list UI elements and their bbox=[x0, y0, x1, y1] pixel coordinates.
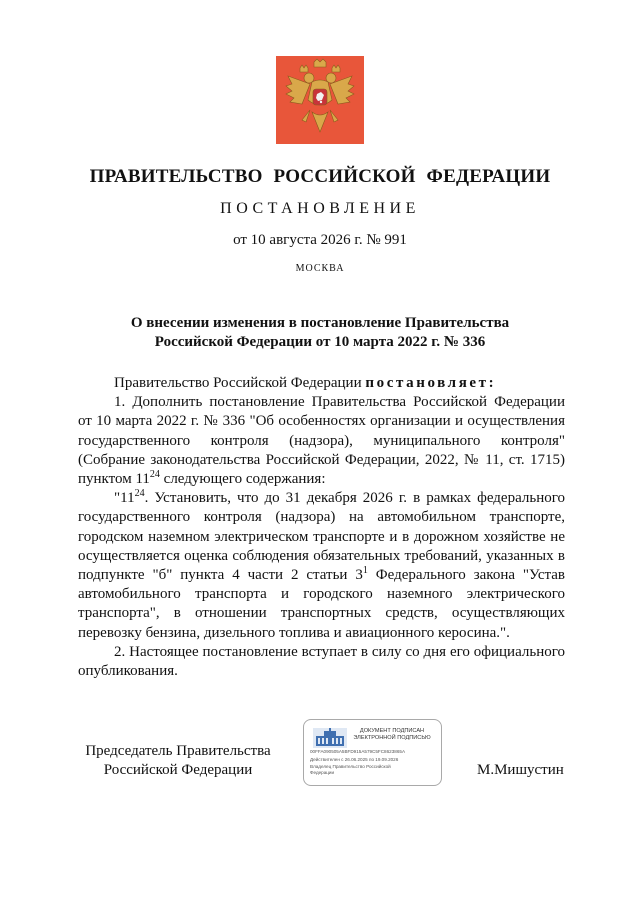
stamp-owner: Владелец Правительство Российской bbox=[310, 764, 391, 769]
quote-start: "11 bbox=[114, 490, 135, 507]
document-city: МОСКВА bbox=[295, 263, 345, 274]
preamble-lead: Правительство Российской Федерации bbox=[114, 375, 366, 391]
signatory-title bbox=[78, 742, 278, 780]
quote-paragraph bbox=[78, 489, 565, 643]
stamp-heading-line: ДОКУМЕНТ ПОДПИСАН bbox=[359, 728, 425, 734]
stamp-owner: Федерации bbox=[310, 770, 335, 775]
item-1-tail: следующего содержания: bbox=[159, 471, 326, 488]
stamp-validity: Действителен с 26.06.2025 по 19.09.2026 bbox=[310, 757, 399, 762]
subject-line: О внесении изменения в постановление Правительства bbox=[130, 315, 510, 331]
document-date-number: от 10 августа 2026 г. № 991 bbox=[233, 232, 407, 248]
item-1-sup: 24 bbox=[149, 469, 160, 481]
government-title: ПРАВИТЕЛЬСТВО РОССИЙСКОЙ ФЕДЕРАЦИИ bbox=[89, 166, 551, 187]
document-subject bbox=[90, 314, 550, 352]
preamble-paragraph bbox=[78, 374, 565, 393]
quote-end: Федерального закона "Устав автомобильного транспорта и городского наземного электрического транспорта", в отношении транспортных средств, осуществляющих перевозку бензина, дизельного топлива и авиационного керосина.". bbox=[78, 567, 565, 641]
stamp-heading bbox=[348, 728, 436, 742]
electronic-signature-stamp bbox=[303, 719, 442, 786]
russian-coat-of-arms-icon bbox=[276, 56, 364, 144]
quote-sup-2: 1 bbox=[362, 565, 368, 577]
item-2-paragraph bbox=[78, 643, 565, 681]
document-type: ПОСТАНОВЛЕНИЕ bbox=[220, 200, 420, 217]
stamp-certificate: 00FFA090505A5BFD915A579C5FC8623865A bbox=[310, 749, 406, 754]
quote-sup: 24 bbox=[134, 488, 145, 500]
document-body bbox=[78, 374, 565, 681]
item-2-text: 2. Настоящее постановление вступает в силу со дня его официального опубликования. bbox=[78, 643, 565, 680]
signatory-title-line: Российской Федерации bbox=[103, 762, 253, 778]
item-1-text: 1. Дополнить постановление Правительства Российской Федерации от 10 марта 2022 г. № 336 "Об особенностях организации и осуществления государственного контроля (надзора), муниципального контроля" (Собрание законодательства Российской Федерации, 2022, № 11, ст. 1715) пунктом 11 bbox=[78, 394, 565, 488]
preamble-verb: постановляет: bbox=[365, 375, 497, 391]
item-1-paragraph bbox=[78, 393, 565, 489]
signatory-title-line: Председатель Правительства bbox=[85, 743, 271, 759]
stamp-heading-line: ЭЛЕКТРОННОЙ ПОДПИСЬЮ bbox=[353, 735, 431, 741]
government-building-icon bbox=[312, 727, 348, 749]
signatory-name: М.Мишустин bbox=[477, 762, 564, 778]
quote-middle: . Установить, что до 31 декабря 2026 г. в рамках федерального государственного контроля (надзора) на автомобильном транспорте, городском наземном электрическом транспорте и в дорожном хозяйстве не осуществляется оценка соблюдения обязательных требований, указанных в подпункте "б" пункта 4 части 2 статьи 3 bbox=[78, 490, 565, 584]
subject-line: Российской Федерации от 10 марта 2022 г. № 336 bbox=[154, 334, 486, 350]
